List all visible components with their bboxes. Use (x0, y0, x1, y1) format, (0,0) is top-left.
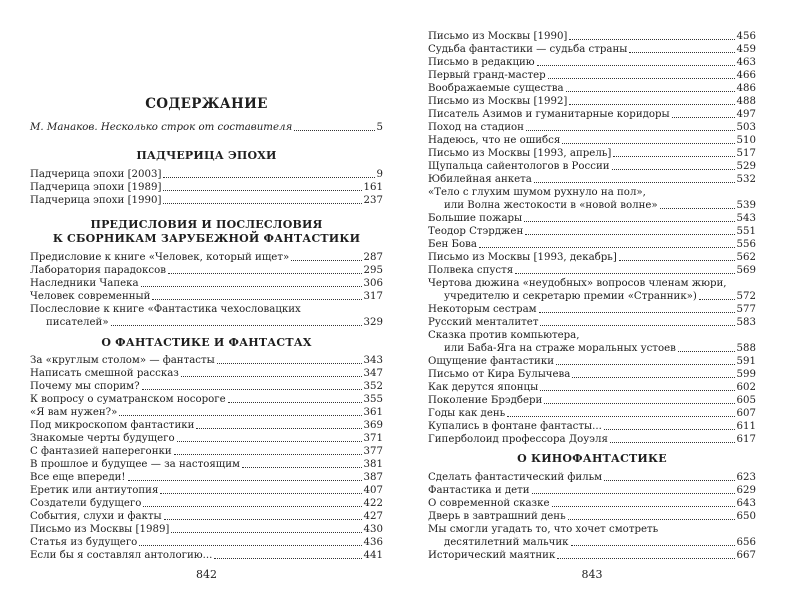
leader-dots (568, 518, 735, 520)
entry-title: Письмо из Москвы [1989] (30, 524, 170, 535)
entry-title: «Я вам нужен?» (30, 407, 118, 418)
section-entries (428, 471, 756, 562)
toc-section (30, 149, 383, 207)
entry-page: 369 (363, 420, 383, 431)
right-page (428, 0, 756, 613)
entry-title: Под микроскопом фантастики (30, 420, 195, 431)
entry-title: Письмо в редакцию (428, 57, 535, 68)
entry-page: 456 (736, 31, 756, 42)
leader-dots (228, 401, 362, 403)
entry-title: Фантастика и дети (428, 485, 530, 496)
entry-title: Надеюсь, что не ошибся (428, 135, 561, 146)
entry-title: М. Манаков. Несколько строк от составителя (30, 122, 293, 133)
toc-entry[interactable] (428, 69, 756, 82)
entry-page: 643 (736, 498, 756, 509)
entry-page: 562 (736, 252, 756, 263)
entry-page: 329 (363, 317, 383, 328)
leader-dots (174, 453, 362, 455)
entry-page: 667 (736, 550, 756, 561)
entry-page: 361 (363, 407, 383, 418)
leader-dots (619, 259, 735, 261)
entry-title: Сказка против компьютера, (428, 330, 580, 341)
entry-page: 617 (736, 434, 756, 445)
toc-entry[interactable] (428, 316, 756, 329)
entry-title: Большие пожары (428, 213, 523, 224)
entry-page: 591 (736, 356, 756, 367)
leader-dots (160, 492, 361, 494)
toc-entry[interactable] (428, 121, 756, 134)
entry-page: 463 (736, 57, 756, 68)
entry-page: 486 (736, 83, 756, 94)
entry-title: Падчерица эпохи [1989] (30, 182, 162, 193)
section-entries (30, 168, 383, 207)
entry-page: 317 (363, 291, 383, 302)
entry-page: 607 (736, 408, 756, 419)
entry-page: 5 (376, 122, 383, 133)
toc-entry[interactable] (428, 420, 756, 433)
toc-section (428, 452, 756, 562)
toc-section (30, 336, 383, 562)
entry-page: 583 (736, 317, 756, 328)
entry-title: Гиперболоид профессора Доуэля (428, 434, 608, 445)
entry-title: Письмо из Москвы [1990] (428, 31, 568, 42)
entry-page: 569 (736, 265, 756, 276)
entry-title: События, слухи и факты (30, 511, 162, 522)
toc-entry[interactable] (428, 433, 756, 446)
leader-dots (119, 414, 361, 416)
leader-dots (552, 505, 735, 507)
toc-entry[interactable] (428, 251, 756, 264)
entry-page: 441 (363, 550, 383, 561)
entry-page: 503 (736, 122, 756, 133)
entry-title: Падчерица эпохи [2003] (30, 169, 162, 180)
section-heading: О КИНОФАНТАСТИКЕ (517, 452, 667, 465)
entry-page: 551 (736, 226, 756, 237)
entry-title: Все еще впереди! (30, 472, 126, 483)
toc-entry[interactable] (30, 194, 383, 207)
toc-entry[interactable] (30, 393, 383, 406)
entry-title: За «круглым столом» — фантасты (30, 355, 215, 366)
leader-dots (142, 388, 362, 390)
entry-title: Исторический маятник (428, 550, 556, 561)
leader-dots (532, 492, 735, 494)
entry-title: Первый гранд-мастер (428, 70, 546, 81)
leader-dots (171, 531, 361, 533)
section-heading: ПАДЧЕРИЦА ЭПОХИ (136, 149, 277, 162)
entry-title: «Тело с глухим шумом рухнуло на пол», (428, 187, 646, 198)
toc-entry[interactable] (428, 238, 756, 251)
entry-title: или Баба-Яга на страже моральных устоев (444, 343, 676, 354)
toc-entry[interactable] (30, 432, 383, 445)
leader-dots (128, 479, 362, 481)
entry-title: Написать смешной рассказ (30, 368, 179, 379)
entry-page: 532 (736, 174, 756, 185)
toc-entry[interactable] (428, 95, 756, 108)
leader-dots (537, 64, 735, 66)
toc-entry[interactable] (428, 381, 756, 394)
leader-dots (214, 557, 361, 559)
entry-title-continuation (428, 536, 756, 549)
leader-dots (610, 441, 735, 443)
toc-entry[interactable] (428, 394, 756, 407)
entry-title: Поход на стадион (428, 122, 524, 133)
entry-title: Почему мы спорим? (30, 381, 140, 392)
entry-page: 459 (736, 44, 756, 55)
toc-entry[interactable] (428, 56, 756, 69)
entry-title-continuation (428, 290, 756, 303)
entry-title: Полвека спустя (428, 265, 514, 276)
leader-dots (479, 246, 735, 248)
entry-title: Годы как день (428, 408, 506, 419)
toc-entry[interactable] (30, 380, 383, 393)
leader-dots (507, 415, 734, 417)
toc-entry[interactable] (428, 407, 756, 420)
toc-entry[interactable] (30, 497, 383, 510)
toc-entry[interactable] (30, 251, 383, 264)
leader-dots (524, 220, 734, 222)
entry-page: 539 (736, 200, 756, 211)
entry-page: 488 (736, 96, 756, 107)
leader-dots (196, 427, 361, 429)
section-heading-line2: К СБОРНИКАМ ЗАРУБЕЖНОЙ ФАНТАСТИКИ (52, 232, 361, 245)
leader-dots (525, 233, 734, 235)
entry-title: Предисловие к книге «Человек, который ищет» (30, 252, 290, 263)
entry-page: 599 (736, 369, 756, 380)
leader-dots (526, 129, 735, 131)
leader-dots (539, 311, 735, 313)
entry-title: Как дерутся японцы (428, 382, 539, 393)
toc-entry[interactable] (428, 212, 756, 225)
toc-entry[interactable] (428, 82, 756, 95)
toc-entry[interactable] (428, 43, 756, 56)
leader-dots (163, 176, 374, 178)
entry-title: Если бы я составлял антологию... (30, 550, 213, 561)
toc-entry[interactable] (428, 523, 756, 549)
entry-page: 355 (363, 394, 383, 405)
toc-entry[interactable] (428, 173, 756, 186)
entry-page: 295 (363, 265, 383, 276)
entry-title: или Волна жестокости в «новой волне» (444, 200, 658, 211)
leader-dots (143, 505, 361, 507)
entry-title: В прошлое и будущее — за настоящим (30, 459, 240, 470)
leader-dots (548, 77, 735, 79)
entry-page: 387 (363, 472, 383, 483)
entry-page: 377 (363, 446, 383, 457)
leader-dots (152, 298, 361, 300)
toc-entry[interactable] (428, 277, 756, 303)
toc-entry[interactable] (30, 264, 383, 277)
entry-title: К вопросу о суматранском носороге (30, 394, 226, 405)
entry-page: 556 (736, 239, 756, 250)
toc-entry[interactable] (428, 186, 756, 212)
entry-page: 650 (736, 511, 756, 522)
entry-title: Ощущение фантастики (428, 356, 555, 367)
section-entries (30, 354, 383, 562)
entry-page: 623 (736, 472, 756, 483)
entry-title: Письмо из Москвы [1992] (428, 96, 568, 107)
toc-entry[interactable] (30, 536, 383, 549)
entry-page: 381 (363, 459, 383, 470)
toc-entry[interactable] (30, 471, 383, 484)
toc-entry[interactable] (428, 225, 756, 238)
entry-title-continuation (428, 342, 756, 355)
leader-dots (571, 544, 735, 546)
leader-dots (678, 350, 735, 352)
entry-page: 529 (736, 161, 756, 172)
toc-entry[interactable] (428, 329, 756, 355)
entry-title: Падчерица эпохи [1990] (30, 195, 162, 206)
toc-section (30, 218, 383, 329)
entry-page: 611 (736, 421, 756, 432)
entry-page: 161 (363, 182, 383, 193)
leader-dots (163, 202, 361, 204)
entry-page: 602 (736, 382, 756, 393)
entry-title: Бен Бова (428, 239, 477, 250)
entry-title: Человек современный (30, 291, 151, 302)
toc-entry[interactable] (428, 510, 756, 523)
entry-page: 343 (363, 355, 383, 366)
leader-dots (604, 428, 735, 430)
toc-entry[interactable] (30, 549, 383, 562)
leader-dots (515, 272, 734, 274)
entry-title: Щупальца сайентологов в России (428, 161, 610, 172)
toc-entry[interactable] (428, 355, 756, 368)
toc-title: СОДЕРЖАНИЕ (145, 96, 268, 112)
entry-title: Письмо от Кира Булычева (428, 369, 571, 380)
toc-entry[interactable] (428, 30, 756, 43)
entry-title: учредителю и секретарю премии «Странник») (444, 291, 697, 302)
entry-page: 517 (736, 148, 756, 159)
entry-title: О современной сказке (428, 498, 550, 509)
leader-dots (613, 155, 734, 157)
entry-title: С фантазией наперегонки (30, 446, 172, 457)
entry-title: Знакомые черты будущего (30, 433, 175, 444)
entry-title: Юбилейная анкета (428, 174, 532, 185)
entry-page: 577 (736, 304, 756, 315)
entry-title: Поколение Брэдбери (428, 395, 543, 406)
leader-dots (556, 363, 735, 365)
entry-page: 287 (363, 252, 383, 263)
entry-title: Наследники Чапека (30, 278, 139, 289)
entry-title-continuation (30, 316, 383, 329)
entry-page: 543 (736, 213, 756, 224)
entry-title: десятилетний мальчик (444, 537, 569, 548)
entry-title: Сделать фантастический фильм (428, 472, 603, 483)
toc-entry[interactable] (428, 147, 756, 160)
toc-entry[interactable] (428, 134, 756, 147)
leader-dots (181, 375, 362, 377)
toc-entry[interactable] (30, 458, 383, 471)
leader-dots (604, 479, 734, 481)
leader-dots (242, 466, 362, 468)
entry-title: Статья из будущего (30, 537, 138, 548)
leader-dots (177, 440, 362, 442)
leader-dots (699, 298, 735, 300)
toc-entry[interactable] (30, 303, 383, 329)
toc-entry[interactable] (30, 445, 383, 458)
leader-dots (569, 38, 734, 40)
entry-page: 347 (363, 368, 383, 379)
entry-title: Дверь в завтрашний день (428, 511, 566, 522)
entry-page: 430 (363, 524, 383, 535)
entry-title: Мы смогли угадать то, что хочет смотреть (428, 524, 659, 535)
leader-dots (672, 116, 735, 118)
toc-entry-intro[interactable] (30, 121, 383, 134)
toc-entry[interactable] (428, 108, 756, 121)
entry-page: 352 (363, 381, 383, 392)
entry-title: Послесловие к книге «Фантастика чехословацких (30, 304, 301, 315)
leader-dots (164, 518, 362, 520)
section-heading: ПРЕДИСЛОВИЯ И ПОСЛЕСЛОВИЯ (90, 218, 323, 231)
leader-dots (557, 557, 734, 559)
leader-dots (534, 181, 735, 183)
leader-dots (291, 259, 361, 261)
entry-title: Чертова дюжина «неудобных» вопросов членам жюри, (428, 278, 727, 289)
leader-dots (111, 324, 362, 326)
entry-page: 9 (376, 169, 383, 180)
leader-dots (566, 90, 735, 92)
entry-title: Писатель Азимов и гуманитарные коридоры (428, 109, 670, 120)
toc-entry[interactable] (428, 368, 756, 381)
toc-entry[interactable] (30, 484, 383, 497)
toc-entry[interactable] (428, 303, 756, 316)
leader-dots (544, 402, 734, 404)
entry-page: 407 (363, 485, 383, 496)
entry-page: 371 (363, 433, 383, 444)
entry-page: 237 (363, 195, 383, 206)
leader-dots (572, 376, 734, 378)
entry-title: Теодор Стэрджен (428, 226, 524, 237)
entry-title: Некоторым сестрам (428, 304, 537, 315)
entry-title: Купались в фонтане фантасты... (428, 421, 602, 432)
entry-page: 306 (363, 278, 383, 289)
toc-entry[interactable] (30, 181, 383, 194)
toc-entry[interactable] (30, 419, 383, 432)
toc-entry[interactable] (30, 168, 383, 181)
entry-title: Русский менталитет (428, 317, 539, 328)
leader-dots (217, 362, 362, 364)
leader-dots (660, 207, 735, 209)
leader-dots (612, 168, 735, 170)
leader-dots (294, 129, 374, 131)
entry-page: 656 (736, 537, 756, 548)
entry-title: писателей» (46, 317, 109, 328)
section-entries (30, 251, 383, 329)
toc-entry[interactable] (30, 510, 383, 523)
leader-dots (569, 103, 734, 105)
toc-entry[interactable] (30, 367, 383, 380)
toc-entry[interactable] (30, 406, 383, 419)
entry-page: 422 (363, 498, 383, 509)
leader-dots (168, 272, 362, 274)
entry-page: 436 (363, 537, 383, 548)
entry-title: Лаборатория парадоксов (30, 265, 166, 276)
toc-entry[interactable] (428, 264, 756, 277)
entry-page: 605 (736, 395, 756, 406)
leader-dots (540, 389, 734, 391)
left-page (30, 0, 383, 613)
entry-title-continuation (428, 199, 756, 212)
toc-entry[interactable] (30, 277, 383, 290)
leader-dots (562, 142, 734, 144)
toc-entry[interactable] (30, 523, 383, 536)
entry-page: 629 (736, 485, 756, 496)
toc-entry[interactable] (30, 290, 383, 303)
page-number: 843 (581, 568, 603, 581)
entry-title: Письмо из Москвы [1993, декабрь] (428, 252, 617, 263)
leader-dots (540, 324, 734, 326)
entry-page: 497 (736, 109, 756, 120)
toc-entry[interactable] (428, 160, 756, 173)
entry-page: 427 (363, 511, 383, 522)
toc-entry[interactable] (30, 354, 383, 367)
section-heading: О ФАНТАСТИКЕ И ФАНТАСТАХ (101, 336, 312, 349)
leader-dots (163, 189, 361, 191)
entry-page: 588 (736, 343, 756, 354)
entry-page: 572 (736, 291, 756, 302)
toc-entry[interactable] (428, 484, 756, 497)
entry-title: Воображаемые существа (428, 83, 564, 94)
leader-dots (629, 51, 734, 53)
entry-page: 510 (736, 135, 756, 146)
continued-entries (428, 30, 756, 446)
toc-entry[interactable] (428, 497, 756, 510)
leader-dots (141, 285, 362, 287)
entry-title: Создатели будущего (30, 498, 142, 509)
toc-entry[interactable] (428, 549, 756, 562)
entry-title: Письмо из Москвы [1993, апрель] (428, 148, 612, 159)
toc-entry[interactable] (428, 471, 756, 484)
entry-page: 466 (736, 70, 756, 81)
entry-title: Еретик или антиутопия (30, 485, 159, 496)
entry-title: Судьба фантастики — судьба страны (428, 44, 628, 55)
leader-dots (139, 544, 361, 546)
page-number: 842 (196, 568, 217, 581)
